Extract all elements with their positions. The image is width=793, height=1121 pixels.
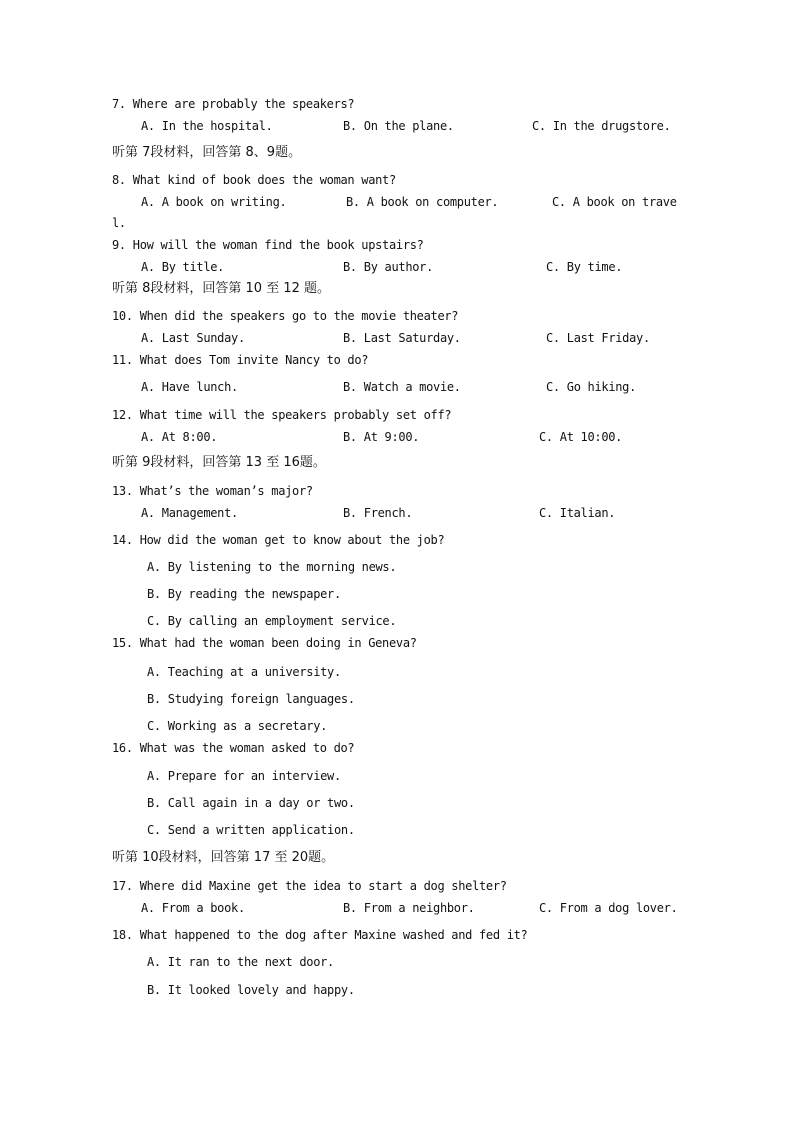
q18-option-a: A. It ran to the next door. bbox=[147, 955, 334, 969]
q13-option-b: B. French. bbox=[343, 506, 413, 520]
q17-option-a: A. From a book. bbox=[141, 901, 245, 915]
q12-option-c: C. At 10:00. bbox=[539, 430, 623, 444]
q12-option-b: B. At 9:00. bbox=[343, 430, 420, 444]
q13-option-a: A. Management. bbox=[141, 506, 238, 520]
q14-option-a: A. By listening to the morning news. bbox=[147, 560, 397, 574]
q17-option-c: C. From a dog lover. bbox=[539, 901, 678, 915]
question-16: 16. What was the woman asked to do? bbox=[112, 741, 355, 755]
q18-option-b: B. It looked lovely and happy. bbox=[147, 983, 355, 997]
q10-option-c: C. Last Friday. bbox=[546, 331, 650, 345]
q11-option-c: C. Go hiking. bbox=[546, 380, 637, 394]
q15-option-c: C. Working as a secretary. bbox=[147, 719, 328, 733]
question-12: 12. What time will the speakers probably set off? bbox=[112, 408, 452, 422]
q11-option-a: A. Have lunch. bbox=[141, 380, 238, 394]
question-13: 13. What’s the woman’s major? bbox=[112, 484, 313, 498]
q9-option-b: B. By author. bbox=[343, 260, 434, 274]
question-14: 14. How did the woman get to know about the job? bbox=[112, 533, 445, 547]
q9-option-c: C. By time. bbox=[546, 260, 623, 274]
q16-option-c: C. Send a written application. bbox=[147, 823, 355, 837]
section-heading-10: 听第 10段材料，回答第 17 至 20题。 bbox=[112, 850, 335, 865]
question-17: 17. Where did Maxine get the idea to start a dog shelter? bbox=[112, 879, 507, 893]
q14-option-c: C. By calling an employment service. bbox=[147, 614, 397, 628]
q8-option-c: C. A book on trave bbox=[552, 195, 677, 209]
section-heading-7: 听第 7段材料，回答第 8、9题。 bbox=[112, 145, 302, 160]
q9-option-a: A. By title. bbox=[141, 260, 225, 274]
q14-option-b: B. By reading the newspaper. bbox=[147, 587, 341, 601]
q17-option-b: B. From a neighbor. bbox=[343, 901, 475, 915]
q7-option-c: C. In the drugstore. bbox=[532, 119, 671, 133]
q16-option-b: B. Call again in a day or two. bbox=[147, 796, 355, 810]
q15-option-a: A. Teaching at a university. bbox=[147, 665, 341, 679]
question-18: 18. What happened to the dog after Maxine washed and fed it? bbox=[112, 928, 528, 942]
q10-option-a: A. Last Sunday. bbox=[141, 331, 245, 345]
question-7: 7. Where are probably the speakers? bbox=[112, 97, 355, 111]
q7-option-a: A. In the hospital. bbox=[141, 119, 273, 133]
question-11: 11. What does Tom invite Nancy to do? bbox=[112, 353, 369, 367]
q8-option-b: B. A book on computer. bbox=[346, 195, 499, 209]
q8-option-c-wrap: l. bbox=[112, 216, 126, 230]
question-8: 8. What kind of book does the woman want? bbox=[112, 173, 396, 187]
q7-option-b: B. On the plane. bbox=[343, 119, 454, 133]
q11-option-b: B. Watch a movie. bbox=[343, 380, 461, 394]
q16-option-a: A. Prepare for an interview. bbox=[147, 769, 341, 783]
q12-option-a: A. At 8:00. bbox=[141, 430, 218, 444]
section-heading-9: 听第 9段材料，回答第 13 至 16题。 bbox=[112, 455, 326, 470]
q8-option-a: A. A book on writing. bbox=[141, 195, 287, 209]
q15-option-b: B. Studying foreign languages. bbox=[147, 692, 355, 706]
q10-option-b: B. Last Saturday. bbox=[343, 331, 461, 345]
q13-option-c: C. Italian. bbox=[539, 506, 616, 520]
section-heading-8: 听第 8段材料，回答第 10 至 12 题。 bbox=[112, 281, 331, 296]
question-9: 9. How will the woman find the book upstairs? bbox=[112, 238, 424, 252]
question-15: 15. What had the woman been doing in Geneva? bbox=[112, 636, 417, 650]
question-10: 10. When did the speakers go to the movie theater? bbox=[112, 309, 459, 323]
